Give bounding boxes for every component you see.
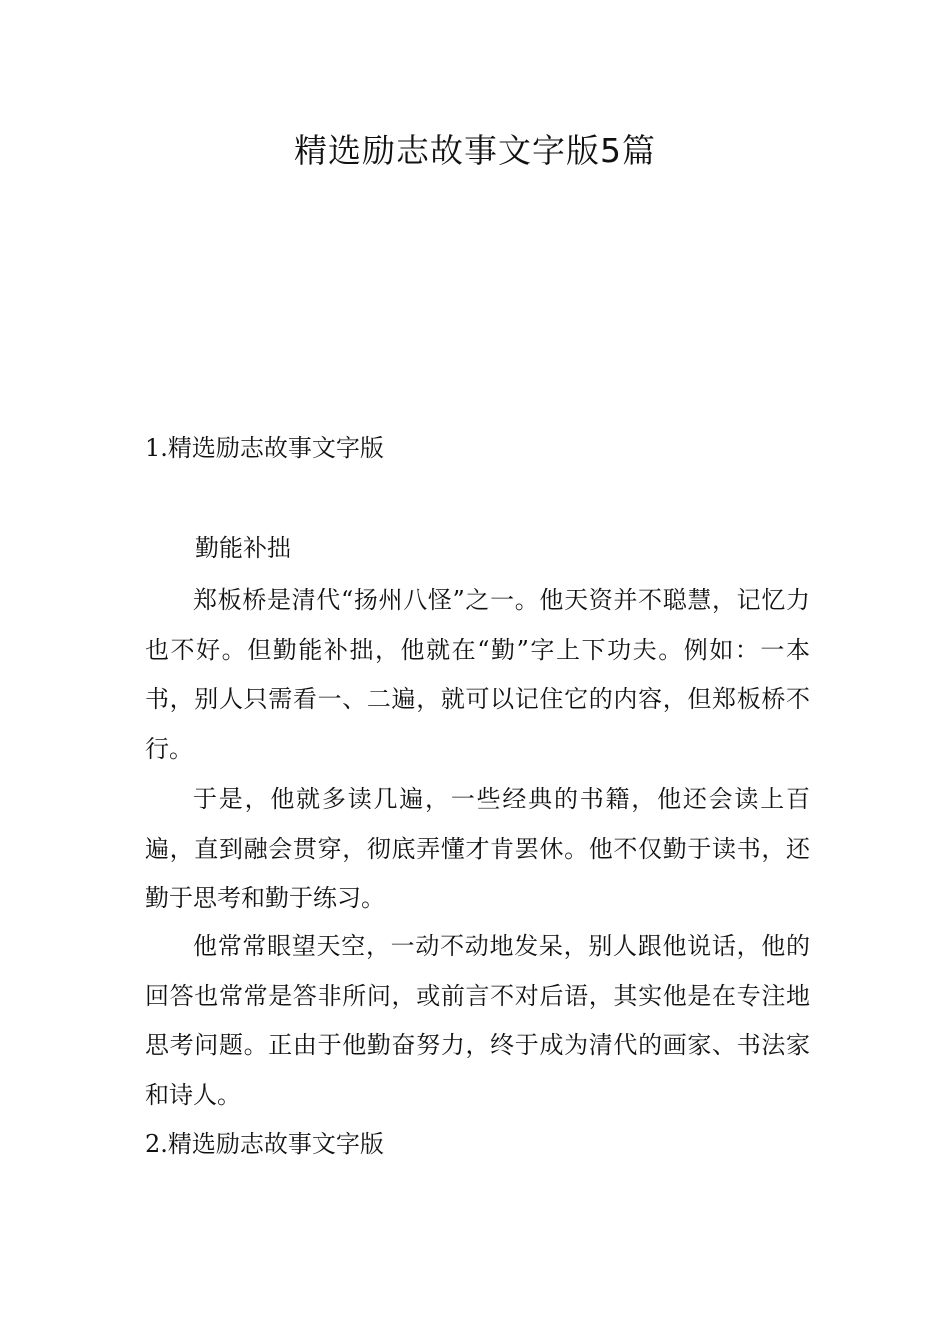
paragraph-1: 郑板桥是清代“扬州八怪”之一。他天资并不聪慧，记忆力也不好。但勤能补拙，他就在“勤”字上下功夫。例如：一本书，别人只需看一、二遍，就可以记住它的内容，但郑板桥不行。 bbox=[145, 586, 810, 763]
section-heading-2: 2.精选励志故事文字版 bbox=[145, 1130, 384, 1158]
section-heading-1: 1.精选励志故事文字版 bbox=[145, 434, 384, 462]
paragraph-3: 他常常眼望天空，一动不动地发呆，别人跟他说话，他的回答也常常是答非所问，或前言不对后语，其实他是在专注地思考问题。正由于他勤奋努力，终于成为清代的画家、书法家和诗人。 bbox=[145, 932, 810, 1109]
document-title: 精选励志故事文字版5篇 bbox=[294, 131, 656, 170]
story-title: 勤能补拙 bbox=[195, 534, 291, 562]
paragraph-2: 于是，他就多读几遍，一些经典的书籍，他还会读上百遍，直到融会贯穿，彻底弄懂才肯罢休。他不仅勤于读书，还勤于思考和勤于练习。 bbox=[145, 785, 810, 912]
